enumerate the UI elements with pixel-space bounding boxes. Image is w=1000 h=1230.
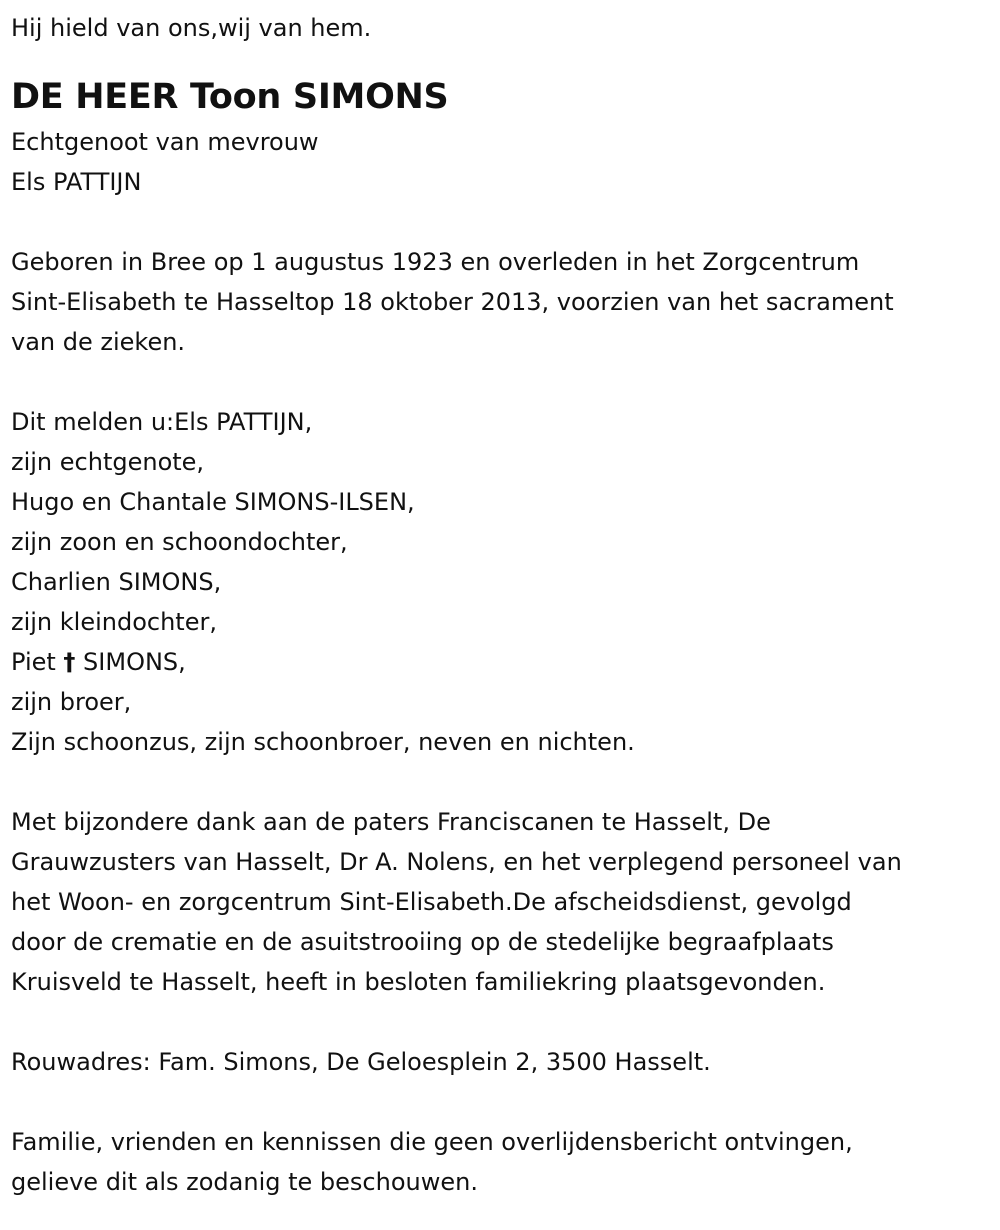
thanks-line: Kruisveld te Hasselt, heeft in besloten familiekring plaatsgevonden.: [11, 968, 826, 996]
closing-line: Familie, vrienden en kennissen die geen overlijdensbericht ontvingen,: [11, 1128, 853, 1156]
birth-death-line: Sint-Elisabeth te Hasseltop 18 oktober 2013, voorzien van het sacrament: [11, 288, 894, 316]
spouse-line: Echtgenoot van mevrouw: [11, 128, 319, 156]
spouse-name: Els PATTIJN: [11, 168, 142, 196]
announcers-block: [11, 402, 1000, 762]
birth-death-line: Geboren in Bree op 1 augustus 1923 en overleden in het Zorgcentrum: [11, 248, 860, 276]
announcer-line: zijn broer,: [11, 688, 132, 716]
announcer-line: Dit melden u:Els PATTIJN,: [11, 408, 313, 436]
announcer-line: Charlien SIMONS,: [11, 568, 222, 596]
closing-block: [11, 1122, 1000, 1202]
announcer-line: [11, 642, 1000, 682]
announcer-line: zijn kleindochter,: [11, 608, 217, 636]
thanks-line: Grauwzusters van Hasselt, Dr A. Nolens, en het verplegend personeel van: [11, 848, 902, 876]
closing-line: gelieve dit als zodanig te beschouwen.: [11, 1168, 478, 1196]
intro-text: Hij hield van ons,wij van hem.: [11, 14, 372, 42]
address-block: [11, 1042, 1000, 1082]
announcer-line: Zijn schoonzus, zijn schoonbroer, neven en nichten.: [11, 728, 635, 756]
thanks-block: [11, 802, 1000, 1002]
thanks-line: het Woon- en zorgcentrum Sint-Elisabeth.De afscheidsdienst, gevolgd: [11, 888, 852, 916]
cross-icon: †: [63, 648, 76, 676]
spouse-block: [11, 122, 1000, 202]
announcer-line: Hugo en Chantale SIMONS-ILSEN,: [11, 488, 415, 516]
announcer-line: zijn zoon en schoondochter,: [11, 528, 348, 556]
birth-death-line: van de zieken.: [11, 328, 186, 356]
announcer-last-name: SIMONS,: [75, 648, 186, 676]
mourning-address: Rouwadres: Fam. Simons, De Geloesplein 2, 3500 Hasselt.: [11, 1048, 711, 1076]
announcer-first-name: Piet: [11, 648, 64, 676]
birth-death-block: [11, 242, 1000, 362]
thanks-line: Met bijzondere dank aan de paters Franciscanen te Hasselt, De: [11, 808, 771, 836]
deceased-name: DE HEER Toon SIMONS: [11, 77, 449, 117]
thanks-line: door de crematie en de asuitstrooiing op de stedelijke begraafplaats: [11, 928, 834, 956]
announcer-line: zijn echtgenote,: [11, 448, 205, 476]
